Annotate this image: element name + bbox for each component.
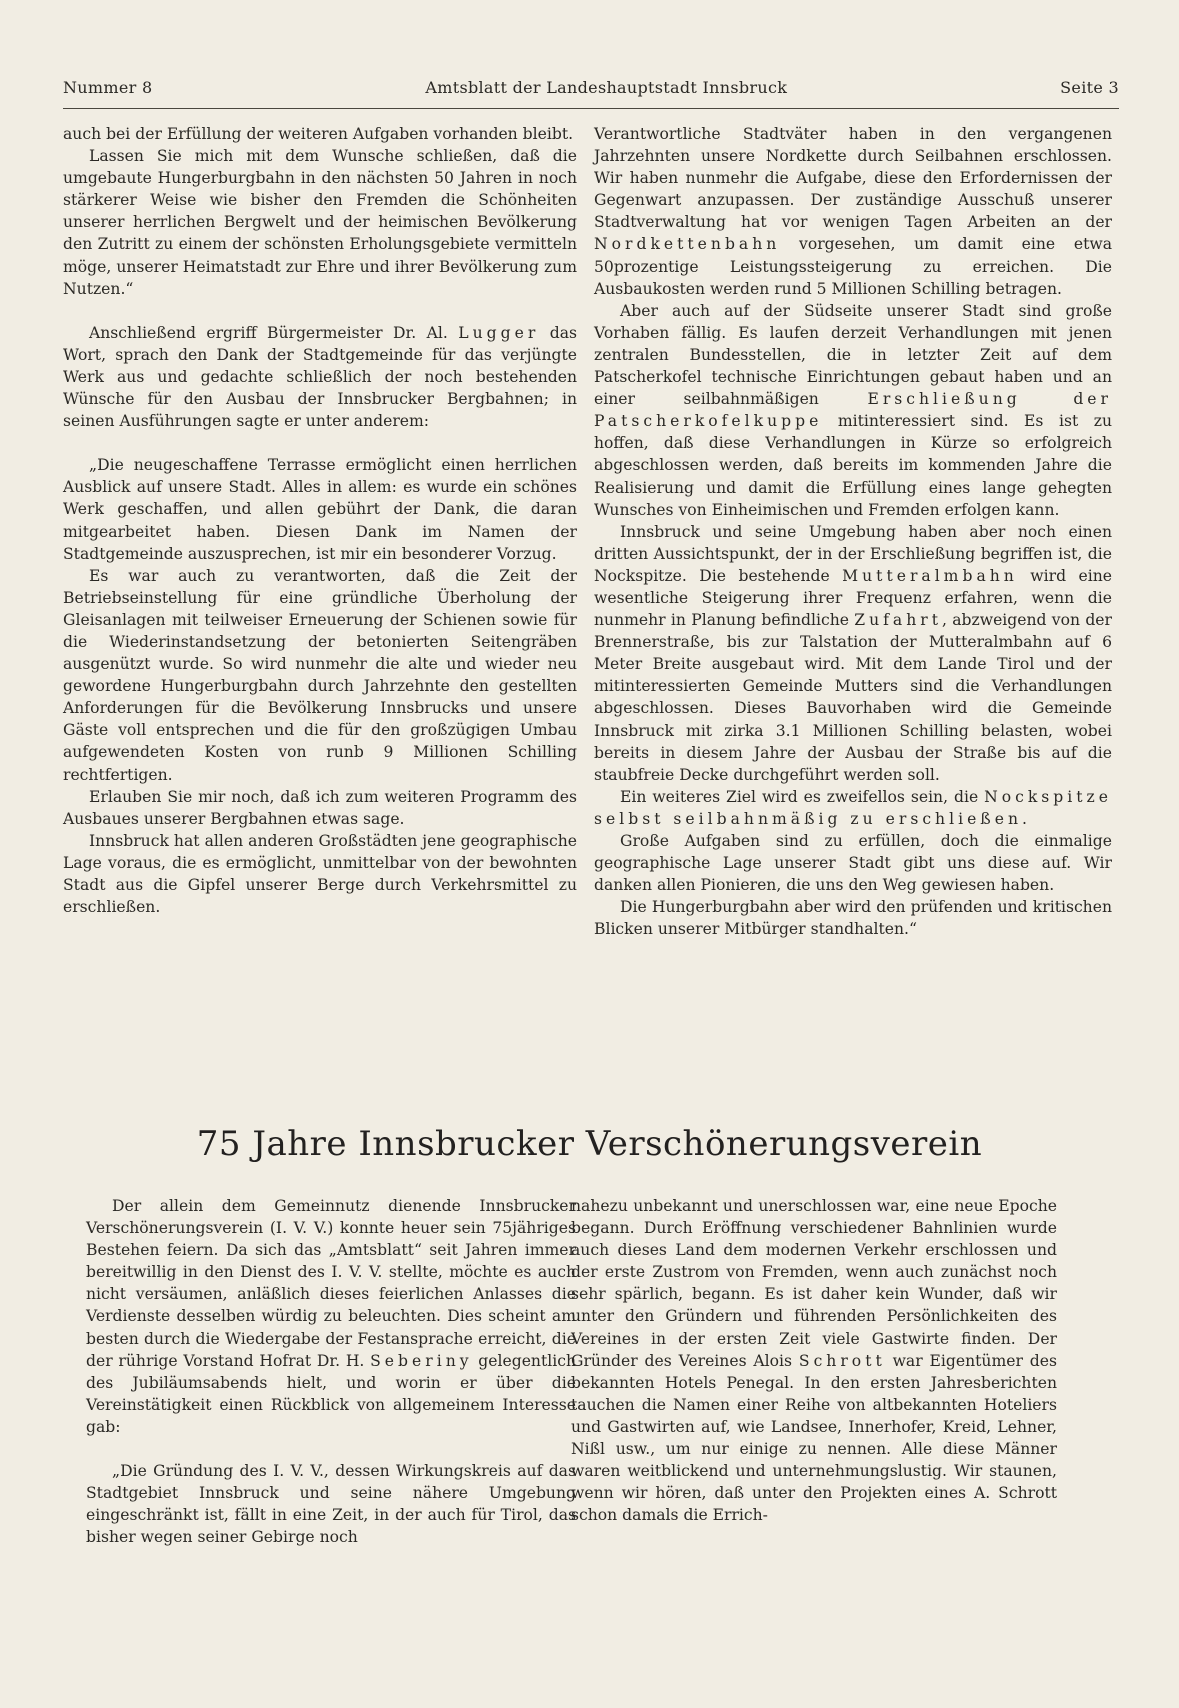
spaced-term: Erschließung der Patscherkofelkuppe <box>594 390 1112 431</box>
paragraph: Der allein dem Gemeinnutz dienende Innsbrucker Verschönerungsverein (I. V. V.) konnte heuer sein 75jähriges Bestehen feiern. Da sich das „Amtsblatt“ seit Jahren immer bereitwillig in den Dienst des I. V. V. stellte, möchte es auch nicht versäumen, anläßlich dieses feierlichen Anlasses die Verdienste desselben würdig zu beleuchten. Dies scheint am besten durch die Wiedergabe der Festansprache erreicht, die der rührige Vorstand Hofrat Dr. H. Seberiny gelegentlich des Jubiläumsabends hielt, und worin er über die Vereinstätigkeit einen Rückblick von allgemeinem Interesse gab: <box>86 1197 576 1436</box>
paragraph: „Die Gründung des I. V. V., dessen Wirkungskreis auf das Stadtgebiet Innsbruck und seine nähere Umgebung eingeschränkt ist, fällt in eine Zeit, in der auch für Tirol, das bisher wegen seiner Gebirge noch <box>86 1462 576 1547</box>
paragraph: Verantwortliche Stadtväter haben in den vergangenen Jahrzehnten unsere Nordkette durch Seilbahnen erschlossen. Wir haben nunmehr die Aufgabe, diese den Erfordernissen der Gegenwart anzupassen. Der zuständige Ausschuß unserer Stadtverwaltung hat vor wenigen Tagen Arbeiten an der Nordkettenbahn vorgesehen, um damit eine etwa 50prozentige Leistungssteigerung zu erreichen. Die Ausbaukosten werden rund 5 Millionen Schilling betragen. <box>594 125 1112 298</box>
paragraph: nahezu unbekannt und unerschlossen war, eine neue Epoche begann. Durch Eröffnung verschiedener Bahnlinien wurde auch dieses Land dem modernen Verkehr erschlossen und der erste Zustrom von Fremden, wenn auch zunächst noch sehr spärlich, begann. Es ist daher kein Wunder, daß wir unter den Gründern und führenden Persönlichkeiten des Vereines in der ersten Zeit viele Gastwirte finden. Der Gründer des Vereines Alois Schrott war Eigentümer des bekannten Hotels Penegal. In den ersten Jahresberichten tauchen die Namen einer Reihe von altbekannten Hoteliers und Gastwirten auf, wie Landsee, Innerhofer, Kreid, Lehner, Nißl usw., um nur einige zu nennen. Alle diese Männer waren weitblickend und unternehmungslustig. Wir staunen, wenn wir hören, daß unter den Projekten eines A. Schrott schon damals die Errich- <box>571 1197 1057 1525</box>
paragraph: Aber auch auf der Südseite unserer Stadt sind große Vorhaben fällig. Es laufen derzeit Verhandlungen mit jenen zentralen Bundesstellen, die in letzter Zeit auf dem Patscherkofel technische Einrichtungen gebaut haben und an einer seilbahnmäßigen Erschließung der Patscherkofelkuppe mitinteressiert sind. Es ist zu hoffen, daß diese Verhandlungen in Kürze so erfolgreich abgeschlossen werden, daß bereits im kommenden Jahre die Realisierung und damit die Erfüllung eines lange gehegten Wunsches von Einheimischen und Fremden erfolgen kann. <box>594 301 1112 519</box>
header-rule <box>63 108 1119 109</box>
paragraph: „Die neugeschaffene Terrasse ermöglicht einen herrlichen Ausblick auf unsere Stadt. Alles in allem: es wurde ein schönes Werk geschaffen, und allen gebührt der Dank, die daran mitgearbeitet haben. Diesen Dank im Namen der Stadtgemeinde auszusprechen, ist mir ein besonderer Vorzug. <box>63 456 577 563</box>
article-title: 75 Jahre Innsbrucker Verschönerungsverein <box>196 1124 983 1164</box>
paragraph: Lassen Sie mich mit dem Wunsche schließen, daß die umgebaute Hungerburgbahn in den nächsten 50 Jahren in noch stärkerer Weise wie bisher den Fremden die Schönheiten unserer herrlichen Bergwelt und der heimischen Bevölkerung den Zutritt zu einem der schönsten Erholungsgebiete vermitteln möge, unserer Heimatstadt zur Ehre und ihrer Bevölkerung zum Nutzen.“ <box>63 147 577 298</box>
top-right-column <box>594 123 1112 940</box>
spaced-term: Mutteralmbahn <box>842 566 1018 585</box>
paragraph: auch bei der Erfüllung der weiteren Aufgaben vorhanden bleibt. <box>63 125 574 143</box>
spaced-name: Schrott <box>798 1351 886 1370</box>
paragraph: Erlauben Sie mir noch, daß ich zum weiteren Programm des Ausbaues unserer Bergbahnen etwas sage. <box>63 787 577 828</box>
publication-title: Amtsblatt der Landeshauptstadt Innsbruck <box>425 78 788 97</box>
bottom-right-column <box>571 1195 1057 1526</box>
spaced-name: Seberiny <box>370 1351 473 1370</box>
spaced-term: Nordkettenbahn <box>594 235 781 254</box>
paragraph: Große Aufgaben sind zu erfüllen, doch die einmalige geographische Lage unserer Stadt gibt uns diese auf. Wir danken allen Pionieren, die uns den Weg gewiesen haben. <box>594 832 1112 895</box>
paragraph: Die Hungerburgbahn aber wird den prüfenden und kritischen Blicken unserer Mitbürger standhalten.“ <box>594 898 1112 939</box>
paragraph: Innsbruck hat allen anderen Großstädten jene geographische Lage voraus, die es ermöglicht, unmittelbar von der bewohnten Stadt aus die Gipfel unserer Berge durch Verkehrsmittel zu erschließen. <box>63 831 577 917</box>
issue-number: Nummer 8 <box>63 78 153 97</box>
spaced-name: Lugger <box>458 323 540 342</box>
spaced-term: Nockspitze selbst seilbahnmäßig zu erschließen <box>594 787 1112 828</box>
spaced-term: Zufahrt <box>854 611 942 630</box>
page-number: Seite 3 <box>1060 78 1119 97</box>
bottom-left-column <box>86 1195 576 1548</box>
page-header <box>63 78 1119 97</box>
paragraph: Anschließend ergriff Bürgermeister Dr. Al. Lugger das Wort, sprach den Dank der Stadtgemeinde für das verjüngte Werk aus und gedachte schließlich der noch bestehenden Wünsche für den Ausbau der Innsbrucker Bergbahnen; in seinen Ausführungen sagte er unter anderem: <box>63 323 578 431</box>
top-left-column <box>63 123 577 918</box>
paragraph: Ein weiteres Ziel wird es zweifellos sein, die Nockspitze selbst seilbahnmäßig zu erschließen. <box>594 787 1112 828</box>
paragraph: Innsbruck und seine Umgebung haben aber noch einen dritten Aussichtspunkt, der in der Erschließung begriffen ist, die Nockspitze. Die bestehende Mutteralmbahn wird eine wesentliche Steigerung ihrer Frequenz erfahren, wenn die nunmehr in Planung befindliche Zufahrt, abzweigend von der Brennerstraße, bis zur Talstation der Mutteralmbahn auf 6 Meter Breite ausgebaut wird. Mit dem Lande Tirol und der mitinteressierten Gemeinde Mutters sind die Verhandlungen abgeschlossen. Dieses Bauvorhaben wird die Gemeinde Innsbruck mit zirka 3.1 Millionen Schilling belasten, wobei bereits in diesem Jahre der Ausbau der Straße bis auf die staubfreie Decke durchgeführt werden soll. <box>594 522 1113 784</box>
paragraph: Es war auch zu verantworten, daß die Zeit der Betriebseinstellung für eine gründliche Überholung der Gleisanlagen mit teilweiser Erneuerung der Schienen sowie für die Wiederinstandsetzung der betonierten Seitengräben ausgenützt wurde. So wird nunmehr die alte und wieder neu gewordene Hungerburgbahn durch Jahrzehnte den gestellten Anforderungen für die Bevölkerung Innsbrucks und unsere Gäste voll entsprechen und die für den großzügigen Umbau aufgewendeten Kosten von runb 9 Millionen Schilling rechtfertigen. <box>63 566 577 784</box>
